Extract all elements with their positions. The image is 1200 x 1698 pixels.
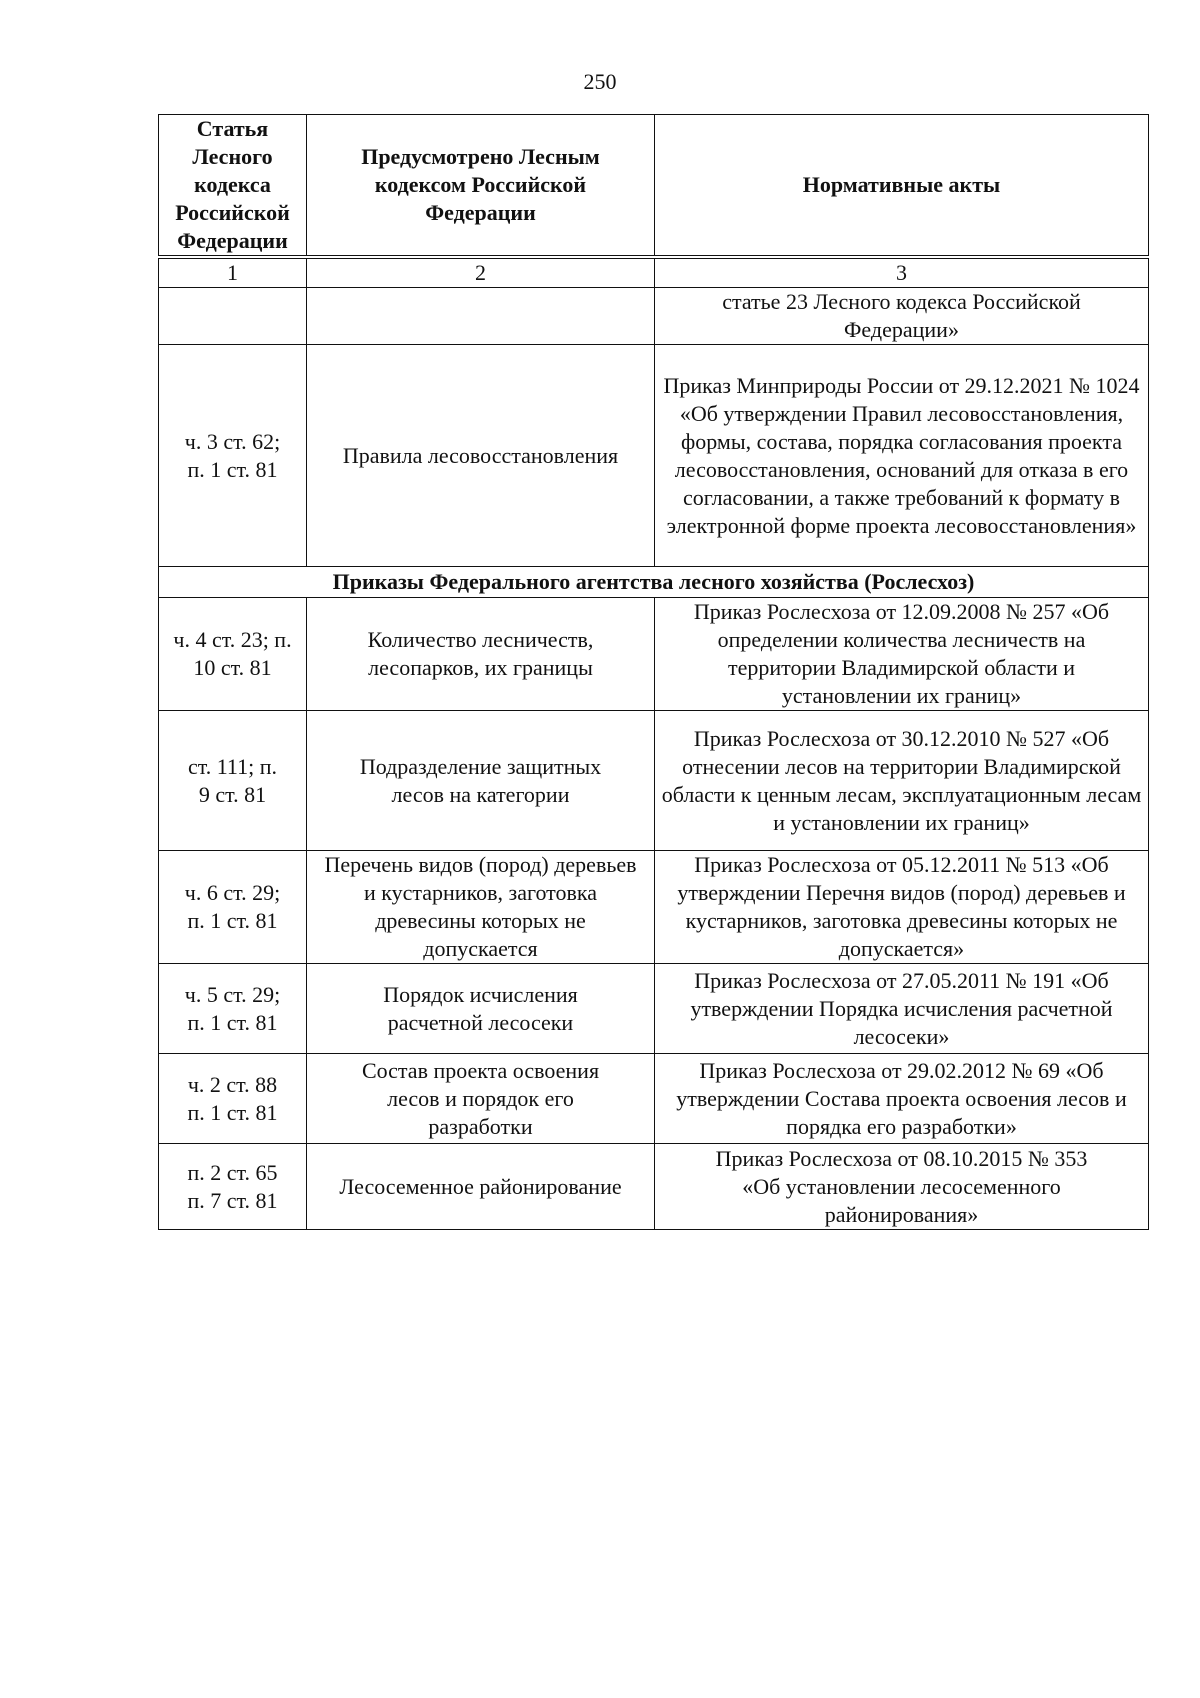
provision-cell: Подразделение защитных лесов на категории [307, 711, 655, 851]
table-row [159, 345, 1149, 567]
article-cell: ч. 5 ст. 29; п. 1 ст. 81 [159, 964, 307, 1054]
column-number: 3 [655, 257, 1149, 288]
article-cell: ч. 3 ст. 62; п. 1 ст. 81 [159, 345, 307, 567]
article-cell: ч. 6 ст. 29; п. 1 ст. 81 [159, 851, 307, 964]
table-header-row [159, 115, 1149, 258]
table-row [159, 1054, 1149, 1144]
provision-cell: Состав проекта освоения лесов и порядок его разработки [307, 1054, 655, 1144]
column-number: 1 [159, 257, 307, 288]
table-row [159, 1144, 1149, 1230]
header-provided: Предусмотрено Лесным кодексом Российской Федерации [307, 115, 655, 258]
article-cell: ст. 111; п. 9 ст. 81 [159, 711, 307, 851]
column-number-row [159, 257, 1149, 288]
provision-cell: Количество лесничеств, лесопарков, их границы [307, 598, 655, 711]
normative-act-cell: Приказ Рослесхоза от 30.12.2010 № 527 «Об отнесении лесов на территории Владимирской области к ценным лесам, эксплуатационным лесам и установлении их границ» [655, 711, 1149, 851]
normative-act-cell: Приказ Рослесхоза от 12.09.2008 № 257 «Об определении количества лесничеств на территории Владимирской области и установлении их границ» [655, 598, 1149, 711]
table-row [159, 711, 1149, 851]
article-cell: ч. 4 ст. 23; п. 10 ст. 81 [159, 598, 307, 711]
provision-cell: Перечень видов (пород) деревьев и кустарников, заготовка древесины которых не допускается [307, 851, 655, 964]
article-cell: ч. 2 ст. 88 п. 1 ст. 81 [159, 1054, 307, 1144]
normative-act-cell: Приказ Рослесхоза от 05.12.2011 № 513 «Об утверждении Перечня видов (пород) деревьев и кустарников, заготовка древесины которых не допускается» [655, 851, 1149, 964]
table-row [159, 964, 1149, 1054]
normative-act-cell: Приказ Минприроды России от 29.12.2021 № 1024 «Об утверждении Правил лесовосстановления, формы, состава, порядка согласования проекта лесовосстановления, оснований для отказа в его согласовании, а также требований к формату в электронной форме проекта лесовосстановления» [655, 345, 1149, 567]
normative-act-cell: Приказ Рослесхоза от 08.10.2015 № 353 «Об установлении лесосеменного районирования» [655, 1144, 1149, 1230]
header-normative-acts: Нормативные акты [655, 115, 1149, 258]
section-heading-row [159, 567, 1149, 598]
table-row [159, 851, 1149, 964]
page-number: 250 [583, 69, 617, 94]
table-row [159, 598, 1149, 711]
normative-act-cell: статье 23 Лесного кодекса Российской Федерации» [655, 288, 1149, 345]
normative-act-cell: Приказ Рослесхоза от 29.02.2012 № 69 «Об утверждении Состава проекта освоения лесов и порядка его разработки» [655, 1054, 1149, 1144]
provision-cell [307, 288, 655, 345]
normative-act-cell: Приказ Рослесхоза от 27.05.2011 № 191 «Об утверждении Порядка исчисления расчетной лесосеки» [655, 964, 1149, 1054]
table-row [159, 288, 1149, 345]
provision-cell: Порядок исчисления расчетной лесосеки [307, 964, 655, 1054]
provision-cell: Лесосеменное районирование [307, 1144, 655, 1230]
provision-cell: Правила лесовосстановления [307, 345, 655, 567]
article-cell [159, 288, 307, 345]
section-heading: Приказы Федерального агентства лесного хозяйства (Рослесхоз) [159, 567, 1149, 598]
column-number: 2 [307, 257, 655, 288]
header-article: Статья Лесного кодекса Российской Федерации [159, 115, 307, 258]
article-cell: п. 2 ст. 65 п. 7 ст. 81 [159, 1144, 307, 1230]
normative-acts-table [158, 114, 1149, 1230]
